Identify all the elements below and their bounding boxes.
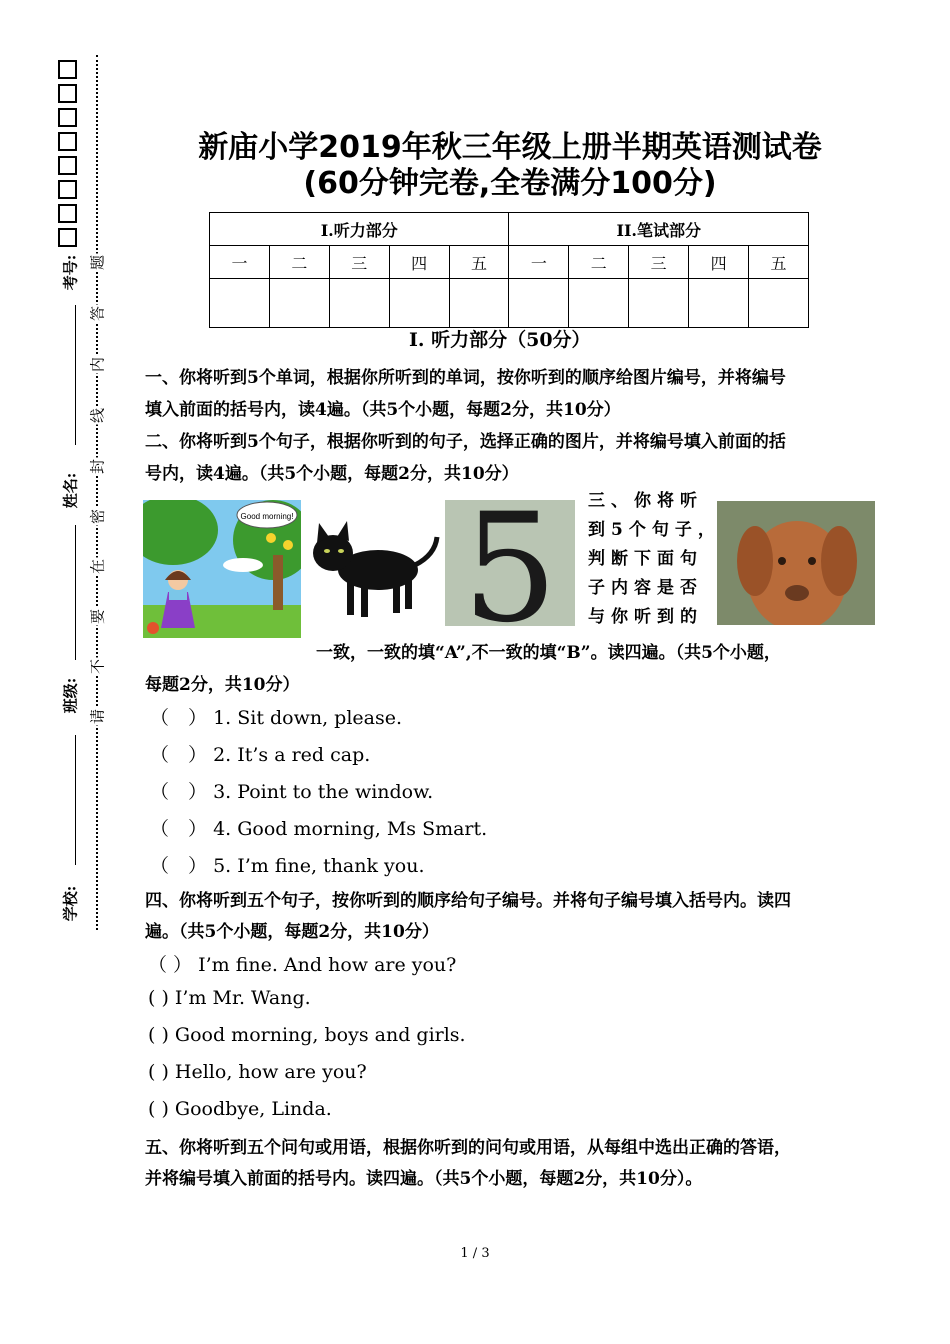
seal-char: 密 (88, 509, 107, 525)
seal-char: 答 (88, 306, 107, 322)
speech-bubble-text: Good morning! (240, 512, 294, 521)
name-underline (75, 305, 76, 445)
school-label: 学校: (61, 885, 80, 922)
seal-char: 在 (88, 559, 107, 575)
q1-line2: 填入前面的括号内，读4遍。（共5个小题，每题2分，共10分） (145, 400, 621, 420)
score-col-header: 五 (749, 246, 809, 279)
score-col-header: 二 (269, 246, 329, 279)
dog-picture (717, 501, 875, 625)
seal-char: 题 (88, 255, 107, 271)
q2-line2: 号内，读4遍。（共5个小题，每题2分，共10分） (145, 464, 519, 484)
score-col-header: 四 (689, 246, 749, 279)
score-col-header: 四 (389, 246, 449, 279)
seal-char: 内 (88, 357, 107, 373)
answer-paren[interactable]: （ ） (150, 744, 208, 766)
score-col-header: 三 (629, 246, 689, 279)
score-col-header: 五 (449, 246, 509, 279)
q2-line1: 二、你将听到5个句子，根据你听到的句子，选择正确的图片，并将编号填入前面的括 (145, 432, 786, 452)
q3-item: （ ） 1. Sit down, please. (150, 707, 403, 729)
school-underline (75, 735, 76, 865)
score-cell[interactable] (269, 279, 329, 328)
q3-item: （ ） 4. Good morning, Ms Smart. (150, 818, 488, 840)
q1-line1: 一、你将听到5个单词，根据你所听到的单词，按你听到的顺序给图片编号，并将编号 (145, 368, 786, 388)
answer-paren[interactable]: ( ) (148, 987, 169, 1009)
q3-item: （ ） 2. It’s a red cap. (150, 744, 371, 766)
score-part1-header: I.听力部分 (210, 213, 509, 246)
q3-line2: 每题2分，共10分） (145, 675, 300, 695)
seal-char: 线 (88, 408, 107, 424)
answer-paren[interactable]: （ ） (150, 855, 208, 877)
score-col-header: 一 (210, 246, 270, 279)
seal-char: 封 (88, 459, 107, 475)
exam-subtitle: (60分钟完卷,全卷满分100分) (303, 166, 717, 201)
score-part2-header: II.笔试部分 (509, 213, 809, 246)
score-cell[interactable] (509, 279, 569, 328)
q4-item: ( ) Hello, how are you? (148, 1061, 367, 1083)
answer-paren[interactable]: ( ) (148, 1061, 169, 1083)
q4-line1: 四、你将听到五个句子，按你听到的顺序给句子编号。并将句子编号填入括号内。读四 (145, 891, 791, 911)
score-col-header: 一 (509, 246, 569, 279)
binding-margin (0, 0, 120, 1344)
score-col-header: 三 (329, 246, 389, 279)
number-five: 5 (462, 500, 558, 626)
number-five-picture (445, 500, 575, 626)
dotted-seal-line (96, 55, 98, 930)
q4-item: （ ） I’m fine. And how are you? (148, 954, 457, 976)
answer-paren[interactable]: （ ） (150, 781, 208, 803)
girl-greeting-picture (143, 500, 301, 638)
answer-paren[interactable]: （ ） (150, 818, 208, 840)
q5-line2: 并将编号填入前面的括号内。读四遍。（共5个小题，每题2分，共10分）。 (145, 1169, 703, 1189)
q3-item: （ ） 5. I’m fine, thank you. (150, 855, 425, 877)
q4-item: ( ) Good morning, boys and girls. (148, 1024, 466, 1046)
name-label: 姓名: (61, 472, 80, 509)
answer-paren[interactable]: ( ) (148, 1024, 169, 1046)
q4-item: ( ) I’m Mr. Wang. (148, 987, 311, 1009)
score-cell[interactable] (689, 279, 749, 328)
q3-item: （ ） 3. Point to the window. (150, 781, 434, 803)
score-cell[interactable] (210, 279, 270, 328)
seal-char: 不 (88, 659, 107, 675)
answer-paren[interactable]: （ ） (148, 954, 193, 976)
answer-paren[interactable]: ( ) (148, 1098, 169, 1120)
score-col-header: 二 (569, 246, 629, 279)
score-cell[interactable] (449, 279, 509, 328)
exam-no-label: 考号: (61, 254, 80, 291)
answer-paren[interactable]: （ ） (150, 707, 208, 729)
score-table (209, 212, 809, 328)
class-label: 班级: (61, 677, 80, 714)
score-cell[interactable] (389, 279, 449, 328)
section-heading: I. 听力部分（50分） (409, 329, 591, 351)
seal-char: 请 (88, 709, 107, 725)
exam-number-boxes (58, 60, 80, 252)
q4-line2: 遍。（共5个小题，每题2分，共10分） (145, 922, 439, 942)
score-cell[interactable] (629, 279, 689, 328)
class-underline (75, 525, 76, 660)
score-cell[interactable] (329, 279, 389, 328)
q5-line1: 五、你将听到五个问句或用语，根据你听到的问句或用语，从每组中选出正确的答语， (145, 1138, 791, 1158)
q3-side-text: 三、你将听 到5个句子， 判断下面句 子内容是否 与你听到的 (588, 491, 721, 627)
score-cell[interactable] (569, 279, 629, 328)
q4-item: ( ) Goodbye, Linda. (148, 1098, 332, 1120)
q3-line1: 一致，一致的填“A”,不一致的填“B”。读四遍。（共5个小题， (316, 643, 781, 663)
black-cat-picture (303, 515, 441, 623)
score-cell[interactable] (749, 279, 809, 328)
exam-title: 新庙小学2019年秋三年级上册半期英语测试卷 (198, 130, 822, 165)
seal-char: 要 (88, 609, 107, 625)
page-number: 1 / 3 (460, 1246, 490, 1261)
